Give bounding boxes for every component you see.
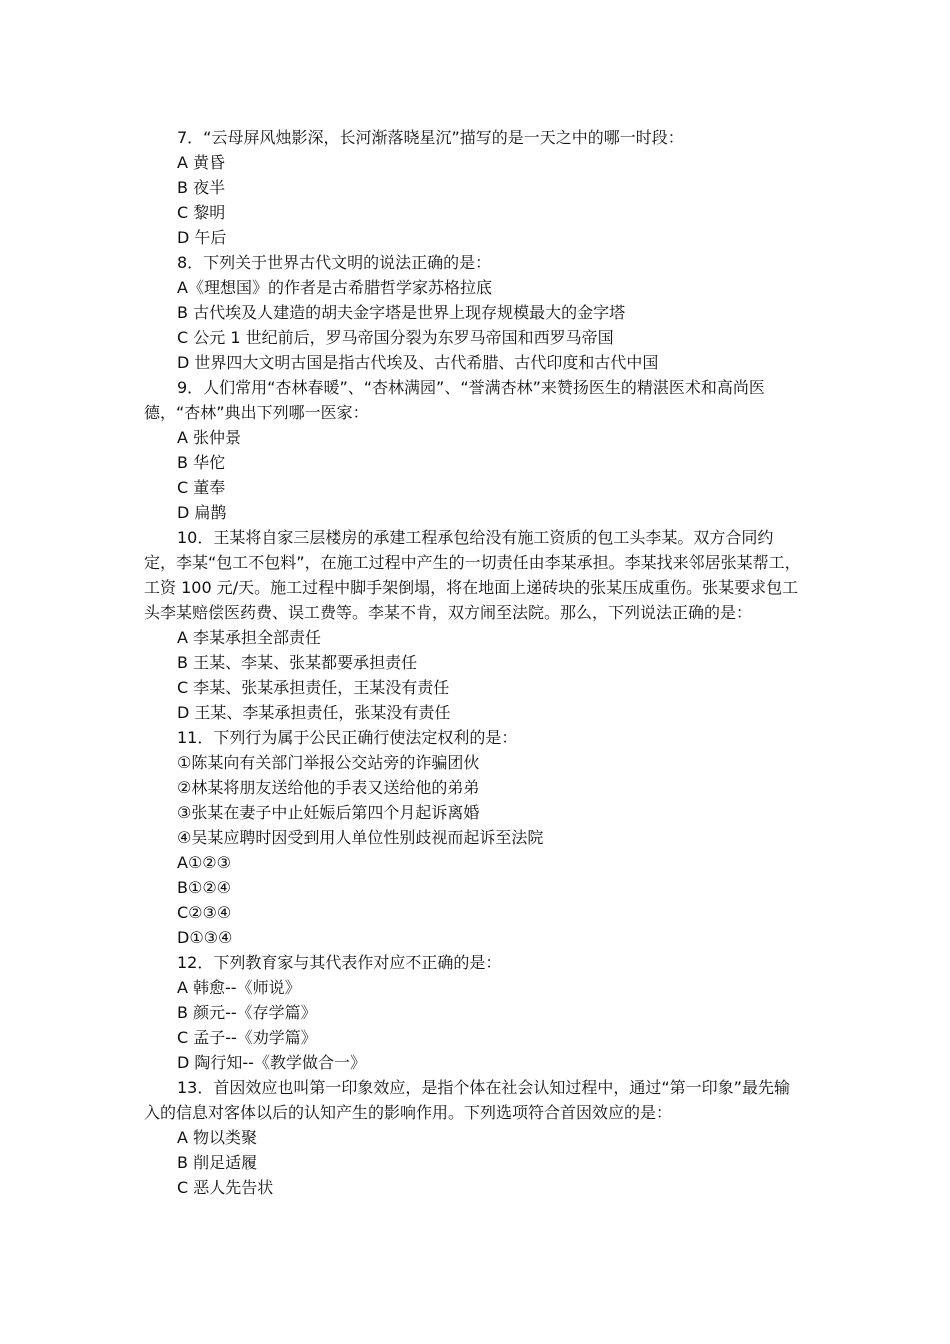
question-10	[144, 525, 804, 725]
option: B 削足适履	[177, 1153, 258, 1172]
question-13	[144, 1075, 804, 1200]
option: A 物以类聚	[177, 1128, 258, 1147]
question-text: 9．人们常用“杏林春暖”、“杏林满园”、“誉满杏林”来赞扬医生的精湛医术和高尚医德，“杏林”典出下列哪一医家：	[144, 378, 765, 422]
question-12	[144, 950, 804, 1075]
option: A 张仲景	[177, 428, 242, 447]
option: A 韩愈--《师说》	[177, 978, 301, 997]
option: C 黎明	[177, 203, 226, 222]
option: D①③④	[177, 928, 233, 947]
question-11	[144, 725, 804, 950]
option: B 颜元--《存学篇》	[177, 1003, 317, 1022]
option: B①②④	[177, 878, 232, 897]
question-text: 12．下列教育家与其代表作对应不正确的是：	[177, 953, 502, 972]
option: C 李某、张某承担责任，王某没有责任	[177, 678, 450, 697]
option: ②林某将朋友送给他的手表又送给他的弟弟	[177, 778, 480, 797]
option: A 李某承担全部责任	[177, 628, 322, 647]
option: C 董奉	[177, 478, 226, 497]
question-text: 13．首因效应也叫第一印象效应，是指个体在社会认知过程中，通过“第一印象”最先输入的信息对客体以后的认知产生的影响作用。下列选项符合首因效应的是：	[144, 1078, 790, 1122]
option: D 世界四大文明古国是指古代埃及、古代希腊、古代印度和古代中国	[177, 353, 659, 372]
option: D 扁鹊	[177, 503, 227, 522]
option: B 夜半	[177, 178, 226, 197]
option: A 黄昏	[177, 153, 226, 172]
question-text: 10．王某将自家三层楼房的承建工程承包给没有施工资质的包工头李某。双方合同约定，李某“包工不包料”，在施工过程中产生的一切责任由李某承担。李某找来邻居张某帮工，工资 100 元/天。施工过程中脚手架倒塌，将在地面上递砖块的张某压成重伤。张某要求包工头李某赔偿医药费、误工费等。李某不肯，双方闹至法院。那么，下列说法正确的是：	[144, 528, 801, 622]
question-text: 11．下列行为属于公民正确行使法定权利的是：	[177, 728, 518, 747]
question-list	[144, 125, 804, 1200]
option: ①陈某向有关部门举报公交站旁的诈骗团伙	[177, 753, 480, 772]
question-text: 8．下列关于世界古代文明的说法正确的是：	[177, 253, 492, 272]
option: C 公元 1 世纪前后，罗马帝国分裂为东罗马帝国和西罗马帝国	[177, 328, 614, 347]
question-8	[144, 250, 804, 375]
question-7	[144, 125, 804, 250]
option: A①②③	[177, 853, 231, 872]
option: D 王某、李某承担责任，张某没有责任	[177, 703, 451, 722]
option: D 陶行知--《教学做合一》	[177, 1053, 366, 1072]
option: B 古代埃及人建造的胡夫金字塔是世界上现存规模最大的金字塔	[177, 303, 626, 322]
option: B 华佗	[177, 453, 226, 472]
option: ③张某在妻子中止妊娠后第四个月起诉离婚	[177, 803, 480, 822]
question-text: 7．“云母屏风烛影深，长河渐落晓星沉”描写的是一天之中的哪一时段：	[177, 128, 684, 147]
option: C 孟子--《劝学篇》	[177, 1028, 317, 1047]
option: C 恶人先告状	[177, 1178, 274, 1197]
option: ④吴某应聘时因受到用人单位性别歧视而起诉至法院	[177, 828, 544, 847]
option: B 王某、李某、张某都要承担责任	[177, 653, 418, 672]
option: C②③④	[177, 903, 232, 922]
option: A《理想国》的作者是古希腊哲学家苏格拉底	[177, 278, 492, 297]
question-9	[144, 375, 804, 525]
option: D 午后	[177, 228, 227, 247]
